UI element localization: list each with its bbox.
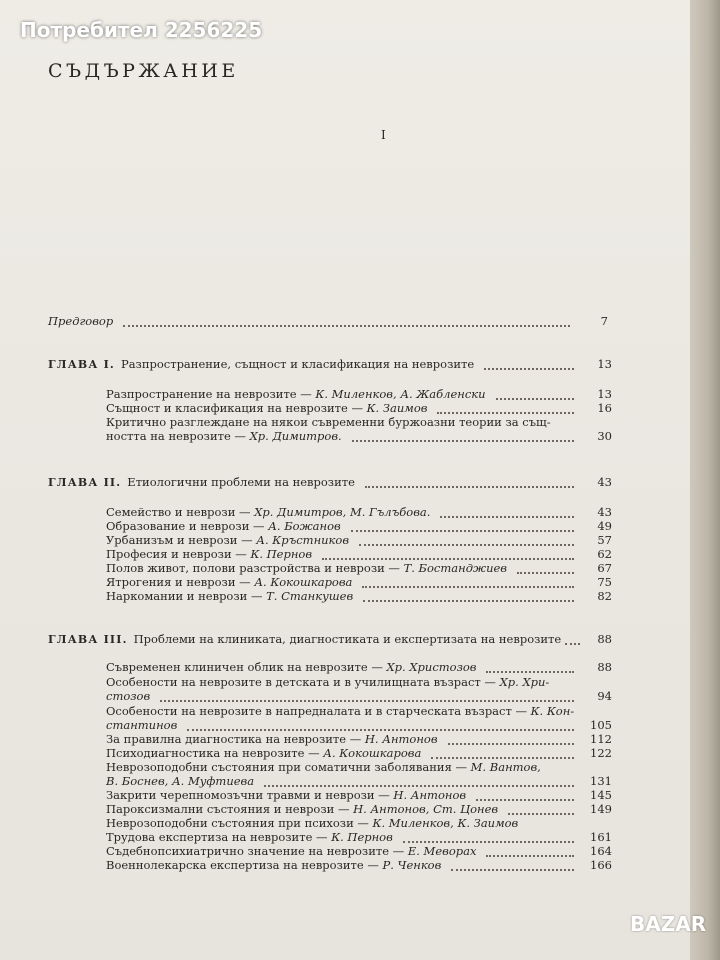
toc-entry: [106, 816, 518, 830]
toc-entry: [106, 429, 612, 445]
entry-title: Трудова експертиза на неврозите —: [106, 830, 328, 844]
toc-page-number: 82: [597, 589, 612, 603]
toc-page-number: 13: [597, 387, 612, 401]
toc-page-number: 164: [590, 844, 612, 858]
toc-page-number: 145: [590, 788, 612, 802]
entry-author: А. Кокошкарова: [254, 575, 353, 589]
entry-author: А. Кокошкарова: [323, 746, 422, 760]
page-edge: [690, 0, 720, 960]
entry-author: К. Кон-: [530, 704, 575, 718]
bazar-logo-watermark: [630, 912, 706, 936]
entry-author-cont: стозов: [106, 689, 151, 703]
toc-entry: [106, 858, 612, 874]
toc-page-number: 149: [590, 802, 612, 816]
dot-leader: [431, 756, 574, 759]
dot-leader: [496, 397, 574, 400]
toc-page-number: 88: [597, 660, 612, 674]
dot-leader: [451, 868, 574, 871]
toc-page-number: 13: [597, 357, 612, 371]
entry-title: Образование и неврози —: [106, 519, 265, 533]
toc-preface: [48, 314, 608, 330]
entry-author: Н. Антонов, Ст. Цонев: [353, 802, 499, 816]
entry-author: А. Кръстников: [256, 533, 350, 547]
dot-leader: [123, 324, 570, 327]
entry-title: Неврозоподобни състояния при психози —: [106, 816, 369, 830]
toc-page-number: 49: [597, 519, 612, 533]
entry-title: Съвременен клиничен облик на неврозите —: [106, 660, 383, 674]
entry-title: Съдебнопсихиатрично значение на неврозите —: [106, 844, 405, 858]
toc-page-number: 161: [590, 830, 612, 844]
toc-page-number: 30: [597, 429, 612, 443]
entry-title: Закрити черепномозъчни травми и неврози —: [106, 788, 390, 802]
entry-title: Урбанизъм и неврози —: [106, 533, 253, 547]
entry-author: Р. Ченков: [382, 858, 442, 872]
dot-leader: [160, 699, 574, 702]
toc-preface-label: Предговор: [48, 314, 114, 328]
entry-title: Неврозоподобни състояния при соматични заболявания —: [106, 760, 468, 774]
chapter-title: Разпространение, същност и класификация на неврозите: [120, 357, 475, 371]
dot-leader: [448, 742, 574, 745]
toc-page-number: 43: [597, 475, 612, 489]
page-title: СЪДЪРЖАНИЕ: [48, 60, 239, 82]
dot-leader: [352, 439, 574, 442]
dot-leader: [403, 840, 574, 843]
entry-title: Полов живот, полови разстройства и неврози —: [106, 561, 400, 575]
toc-entry: [106, 689, 612, 705]
dot-leader: [508, 812, 574, 815]
entry-author: Хр. Димитров, М. Гълъбова.: [254, 505, 431, 519]
toc-page-number: 16: [597, 401, 612, 415]
entry-title: Критично разглеждане на някои съвременни буржоазни теории за същ-: [106, 415, 551, 429]
dot-leader: [517, 571, 574, 574]
entry-title: За правилна диагностика на неврозите —: [106, 732, 362, 746]
entry-author-cont: В. Боснев, А. Муфтиева: [106, 774, 255, 788]
toc-entry: [106, 760, 541, 774]
entry-author: Н. Антонов: [364, 732, 438, 746]
chapter-label: ГЛАВА III.: [48, 633, 128, 646]
toc-page-number: 43: [597, 505, 612, 519]
entry-author: Хр. Хри-: [499, 675, 550, 689]
dot-leader: [440, 515, 574, 518]
entry-author: Н. Антонов: [393, 788, 467, 802]
dot-leader: [486, 854, 574, 857]
dot-leader: [437, 411, 574, 414]
chapter-title: Етиологични проблеми на неврозите: [127, 475, 355, 489]
entry-title: Професия и неврози —: [106, 547, 247, 561]
entry-author-cont: стантинов: [106, 718, 178, 732]
entry-title: Военнолекарска експертиза на неврозите —: [106, 858, 379, 872]
toc-chapter: [48, 632, 612, 648]
entry-title: Особености на неврозите в напредналата и в старческата възраст —: [106, 704, 527, 718]
dot-leader: [362, 585, 574, 588]
entry-author: К. Заимов: [366, 401, 428, 415]
watermark-text: BAZAR: [630, 912, 707, 936]
entry-title: Ятрогения и неврози —: [106, 575, 251, 589]
entry-title: Наркомании и неврози —: [106, 589, 263, 603]
entry-title: Психодиагностика на неврозите —: [106, 746, 320, 760]
toc-entry: [106, 660, 612, 676]
toc-page-number: 166: [590, 858, 612, 872]
entry-author: К. Пернов: [250, 547, 313, 561]
dot-leader: [187, 728, 574, 731]
toc-page-number: 88: [597, 632, 612, 646]
dot-leader: [264, 784, 574, 787]
entry-author: К. Пернов: [331, 830, 393, 844]
dot-leader: [359, 543, 574, 546]
toc-page-number: 62: [597, 547, 612, 561]
toc-page-number: 57: [597, 533, 612, 547]
entry-author: Т. Станкушев: [266, 589, 354, 603]
toc-page-number: 112: [590, 732, 612, 746]
toc-entry: [106, 704, 574, 718]
dot-leader: [322, 557, 574, 560]
dot-leader: [484, 367, 574, 370]
entry-author: Е. Меворах: [407, 844, 477, 858]
toc-page-number: 7: [600, 314, 608, 328]
dot-leader: [486, 670, 574, 673]
entry-title: Семейство и неврози —: [106, 505, 251, 519]
chapter-label: ГЛАВА I.: [48, 358, 115, 371]
dot-leader: [363, 599, 574, 602]
toc-page-number: 105: [590, 718, 612, 732]
dot-leader: [476, 798, 574, 801]
page-mark: I: [381, 128, 386, 142]
entry-author: А. Божанов: [268, 519, 341, 533]
toc-page-number: 122: [590, 746, 612, 760]
entry-title: Пароксизмални състояния и неврози —: [106, 802, 350, 816]
toc-page-number: 131: [590, 774, 612, 788]
entry-title: Същност и класификация на неврозите —: [106, 401, 363, 415]
entry-author: К. Миленков, А. Жабленски: [315, 387, 486, 401]
entry-author: М. Вантов,: [470, 760, 541, 774]
entry-title: Особености на неврозите в детската и в училищната възраст —: [106, 675, 496, 689]
toc-page-number: 75: [597, 575, 612, 589]
entry-author: Хр. Димитров.: [249, 429, 342, 443]
dot-leader: [365, 485, 574, 488]
entry-author: К. Миленков, К. Заимов: [372, 816, 519, 830]
toc-chapter: [48, 475, 612, 491]
entry-title-cont: ността на неврозите —: [106, 429, 246, 443]
entry-title: Разпространение на неврозите —: [106, 387, 312, 401]
dot-leader: [565, 642, 580, 645]
chapter-label: ГЛАВА II.: [48, 476, 122, 489]
toc-entry: [106, 675, 549, 689]
toc-chapter: [48, 357, 612, 373]
toc-page-number: 67: [597, 561, 612, 575]
entry-author: Т. Бостанджиев: [403, 561, 507, 575]
entry-author: Хр. Христозов: [386, 660, 477, 674]
chapter-title: Проблеми на клиниката, диагностиката и експертизата на неврозите: [133, 632, 562, 646]
toc-entry: [106, 589, 612, 605]
seller-username[interactable]: Потребител 2256225: [20, 18, 263, 42]
toc-page-number: 94: [597, 689, 612, 703]
dot-leader: [351, 529, 574, 532]
